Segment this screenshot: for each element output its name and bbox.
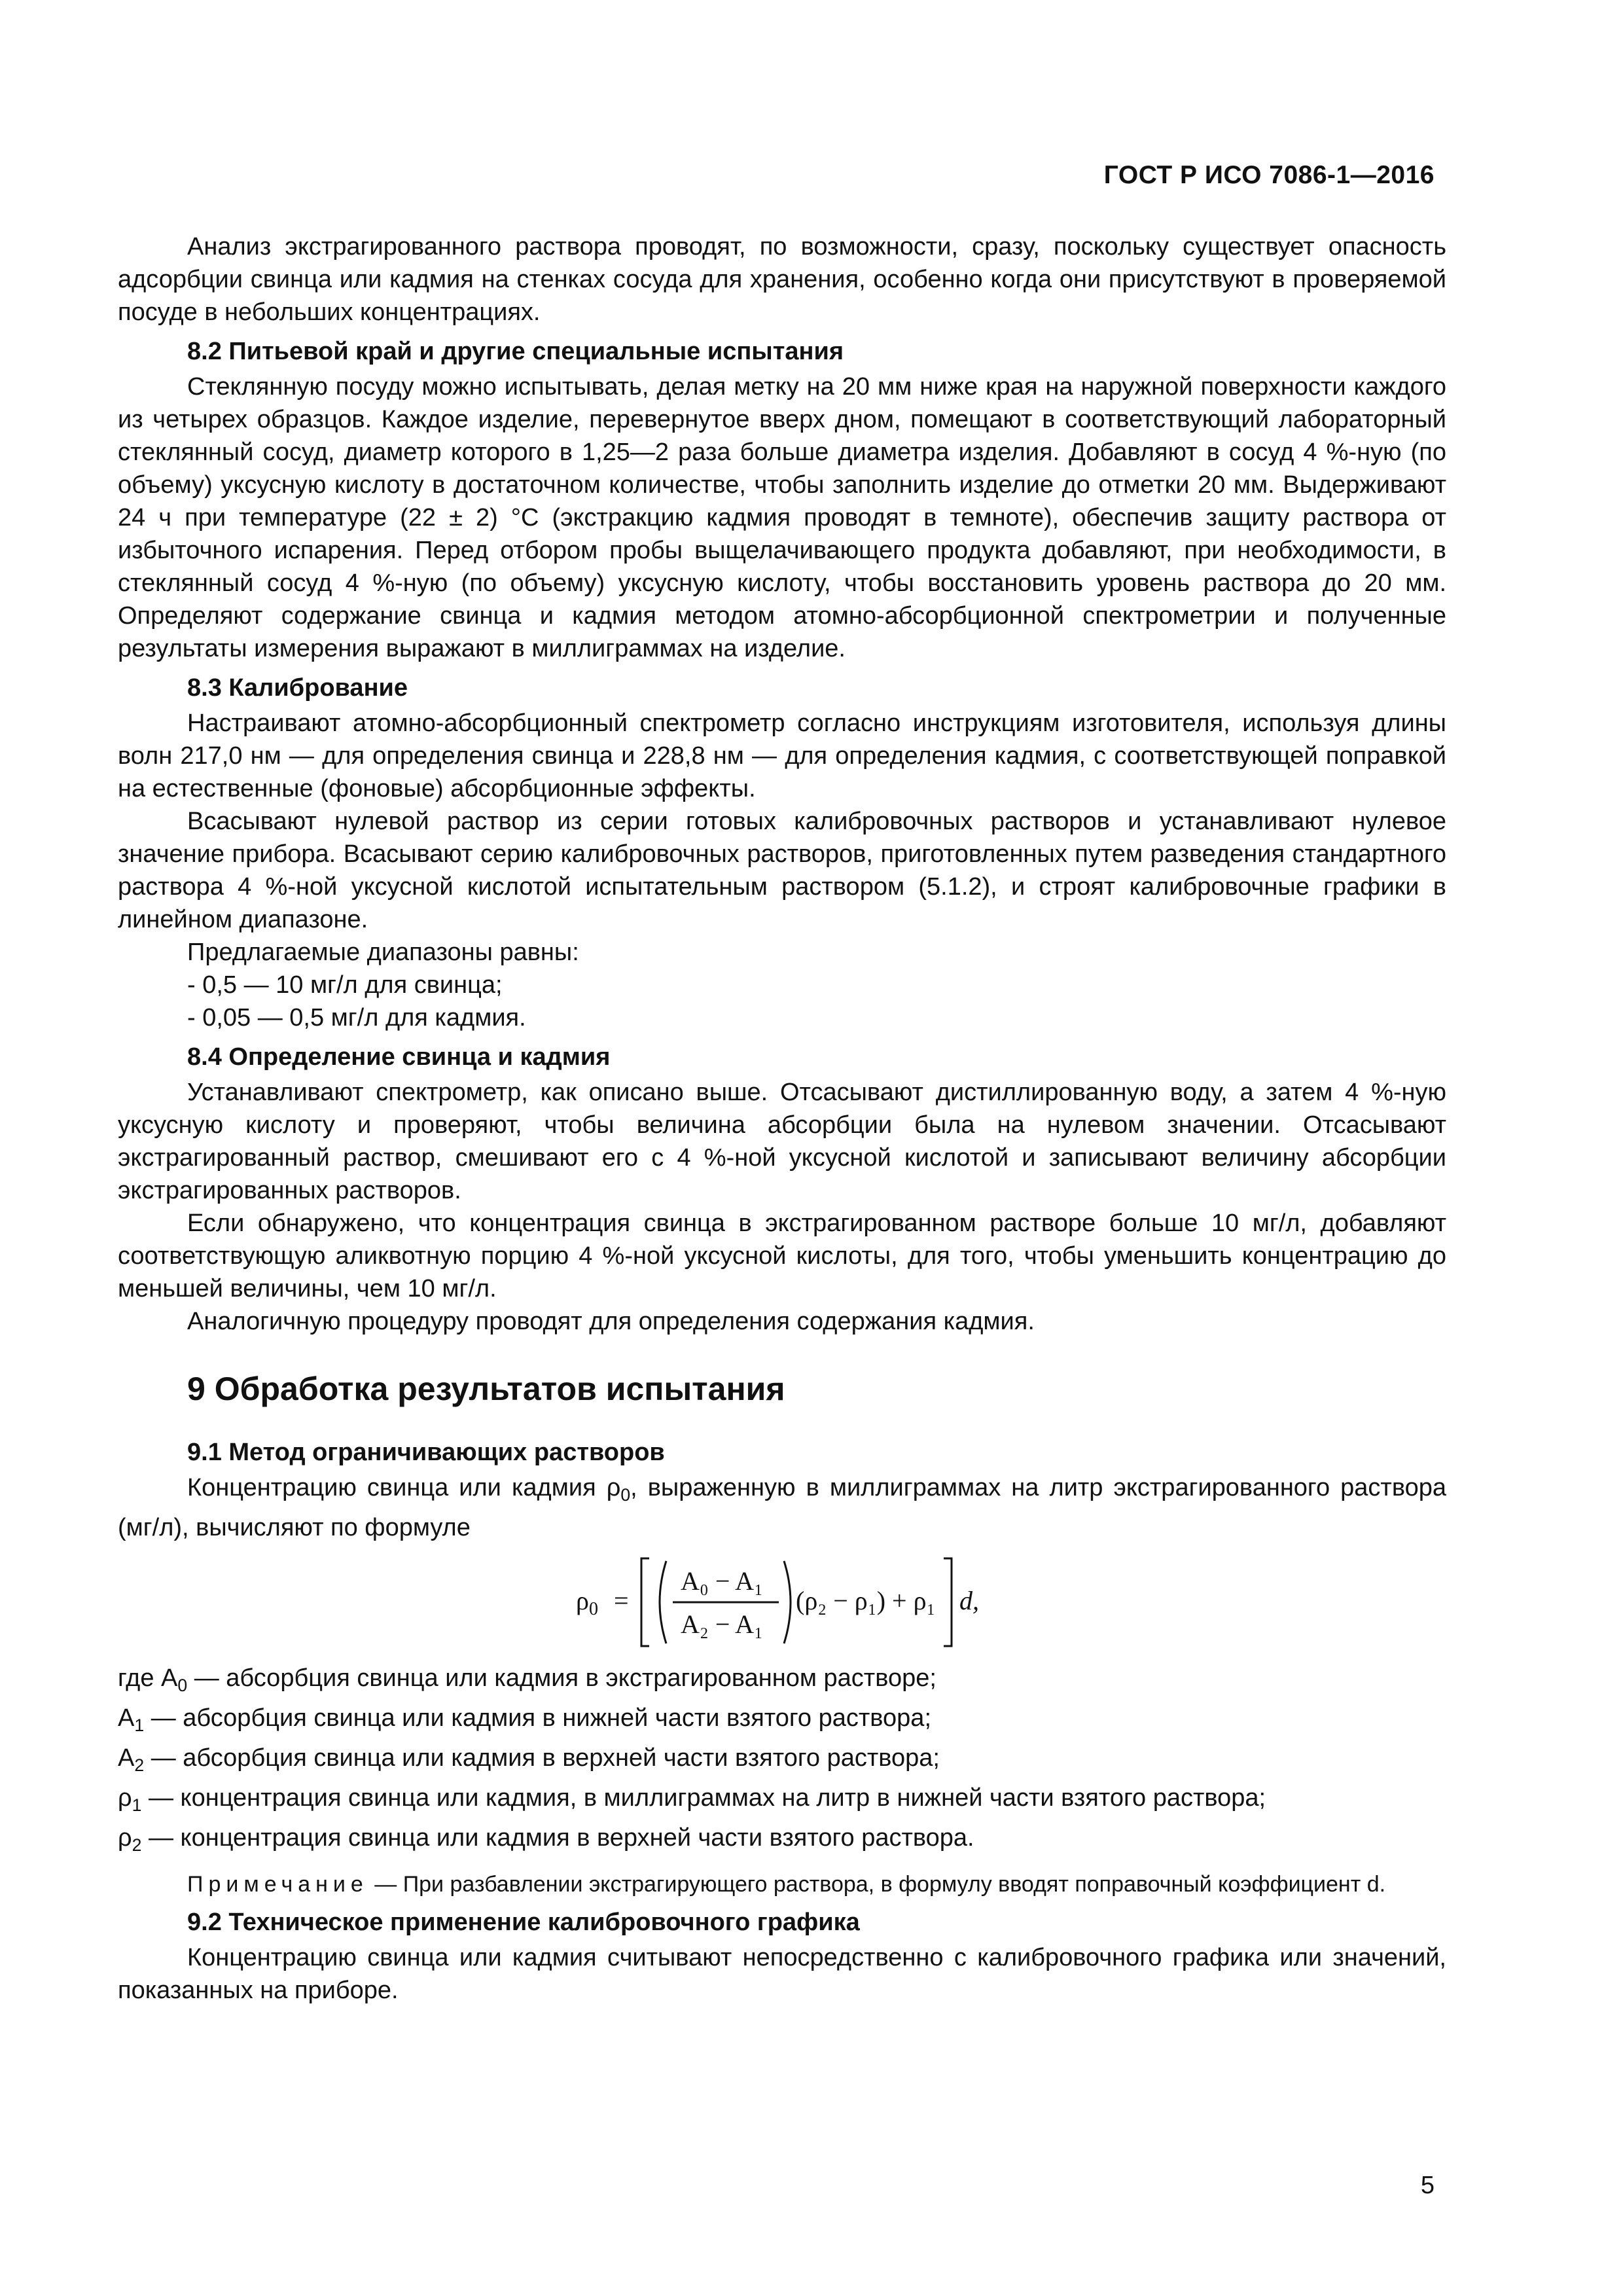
note-label: Примечание bbox=[187, 1872, 368, 1897]
formula-tail: d, bbox=[959, 1586, 979, 1615]
section-9-1-title: 9.1 Метод ограничивающих растворов bbox=[187, 1439, 665, 1466]
list-item: - 0,05 — 0,5 мг/л для кадмия. bbox=[187, 1004, 526, 1031]
concentration-formula bbox=[118, 1547, 1446, 1658]
formula-numerator: A₀ − A₁ bbox=[681, 1566, 764, 1596]
section-8-2-title: 8.2 Питьевой край и другие специальные испытания bbox=[187, 338, 844, 365]
formula-equals: = bbox=[614, 1586, 629, 1615]
document-body bbox=[118, 230, 1446, 2007]
section-8-3-title: 8.3 Калибрование bbox=[187, 674, 408, 702]
where-line: $\rho_2$ — концентрация свинца или кадмия в верхней части взятого раствора. bbox=[118, 1824, 974, 1855]
document-header: ГОСТ Р ИСО 7086-1—2016 bbox=[1103, 161, 1435, 189]
list-item: - 0,5 — 10 мг/л для свинца; bbox=[187, 971, 503, 999]
where-line: $A_1$ — абсорбция свинца или кадмия в нижней части взятого раствора; bbox=[118, 1704, 932, 1735]
section-8-4-paragraph-2: Если обнаружено, что концентрация свинца в экстрагированном растворе больше 10 мг/л, добавляют соответствующую аликвотную порцию 4 %-ной уксусной кислоты, для того, чтобы уменьшить концентрацию до меньшей величины, чем 10 мг/л. bbox=[118, 1210, 1446, 1302]
formula-denominator: A₂ − A₁ bbox=[681, 1609, 764, 1639]
section-8-4-title: 8.4 Определение свинца и кадмия bbox=[187, 1043, 611, 1071]
note-paragraph: Примечание — При разбавлении экстрагирующего раствора, в формулу вводят поправочный коэффициент d. bbox=[187, 1872, 1386, 1897]
intro-paragraph: Анализ экстрагированного раствора проводят, по возможности, сразу, поскольку существует опасность адсорбции свинца или кадмия на стенках сосуда для хранения, особенно когда они присутствуют в проверяемой посуде в небольших концентрациях. bbox=[118, 233, 1446, 326]
where-line: $\rho_1$ — концентрация свинца или кадмия, в миллиграммах на литр в нижней части взятого раствора; bbox=[118, 1784, 1266, 1815]
section-8-3-paragraph-3: Предлагаемые диапазоны равны: bbox=[187, 939, 579, 966]
where-line: $A_2$ — абсорбция свинца или кадмия в верхней части взятого раствора; bbox=[118, 1744, 940, 1775]
formula-middle: (ρ₂ − ρ₁) + ρ₁ bbox=[796, 1586, 936, 1615]
section-8-3-paragraph-1: Настраивают атомно-абсорбционный спектрометр согласно инструкциям изготовителя, используя длины волн 217,0 нм — для определения свинца и 228,8 нм — для определения кадмия, с соответствующей поправкой на естественные (фоновые) абсорбционные эффекты. bbox=[118, 709, 1446, 802]
formula-lhs: $\rho_0$ bbox=[576, 1586, 598, 1619]
formula-brackets bbox=[118, 1547, 1446, 1658]
page-number: 5 bbox=[1420, 2172, 1435, 2199]
section-8-4-paragraph-3: Аналогичную процедуру проводят для определения содержания кадмия. bbox=[187, 1308, 1035, 1335]
section-9-title: 9 Обработка результатов испытания bbox=[187, 1371, 785, 1407]
section-9-2-paragraph: Концентрацию свинца или кадмия считывают непосредственно с калибровочного графика или значений, показанных на приборе. bbox=[118, 1944, 1446, 2004]
section-8-2-paragraph: Стеклянную посуду можно испытывать, делая метку на 20 мм ниже края на наружной поверхности каждого из четырех образцов. Каждое изделие, перевернутое вверх дном, помещают в соответствующий лабораторный стеклянный сосуд, диаметр которого в 1,25—2 раза больше диаметра изделия. Добавляют в сосуд 4 %-ную (по объему) уксусную кислоту в достаточном количестве, чтобы заполнить изделие до отметки 20 мм. Выдерживают 24 ч при температуре (22 ± 2) °С (экстракцию кадмия проводят в темноте), обеспечив защиту раствора от избыточного испарения. Перед отбором пробы выщелачивающего продукта добавляют, при необходимости, в стеклянный сосуд 4 %-ную (по объему) уксусную кислоту, чтобы восстановить уровень раствора до 20 мм. Определяют содержание свинца и кадмия методом атомно-абсорбционной спектрометрии и полученные результаты измерения выражают в миллиграммах на изделие. bbox=[118, 373, 1446, 662]
section-8-3-paragraph-2: Всасывают нулевой раствор из серии готовых калибровочных растворов и устанавливают нулевое значение прибора. Всасывают серию калибровочных растворов, приготовленных путем разведения стандартного раствора 4 %-ной уксусной кислотой испытательным раствором (5.1.2), и строят калибровочные графики в линейном диапазоне. bbox=[118, 808, 1446, 933]
section-9-1-paragraph: Концентрацию свинца или кадмия $\rho_0$, выраженную в миллиграммах на литр экстрагированного раствора (мг/л), вычисляют по формуле bbox=[118, 1474, 1446, 1541]
section-9-2-title: 9.2 Техническое применение калибровочного графика bbox=[187, 1909, 860, 1936]
section-8-4-paragraph-1: Устанавливают спектрометр, как описано выше. Отсасывают дистиллированную воду, а затем 4 %-ную уксусную кислоту и проверяют, чтобы величина абсорбции была на нулевом значении. Отсасывают экстрагированный раствор, смешивают его с 4 %-ной уксусной кислотой и записывают величину абсорбции экстрагированных растворов. bbox=[118, 1079, 1446, 1204]
where-line: где $A_0$ — абсорбция свинца или кадмия в экстрагированном растворе; bbox=[118, 1664, 936, 1695]
